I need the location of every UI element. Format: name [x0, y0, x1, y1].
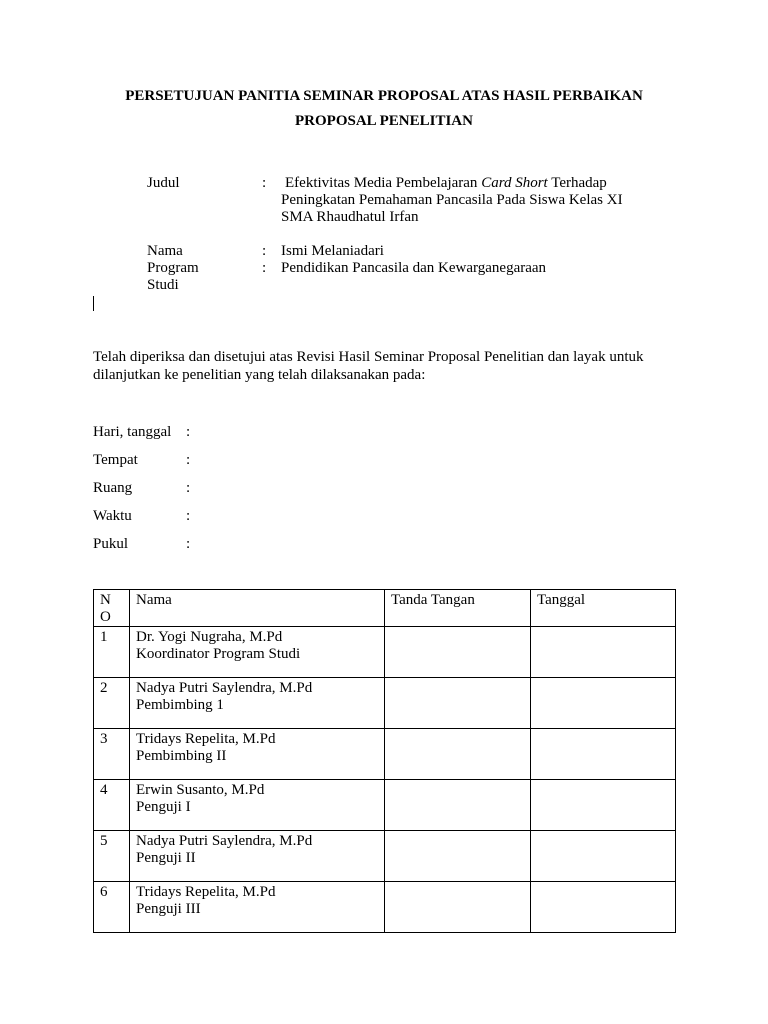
header-tanggal: Tanggal: [531, 590, 676, 627]
schedule-sep-hari: :: [186, 424, 191, 440]
member-name: Erwin Susanto, M.Pd: [136, 782, 265, 798]
header-no: NO: [94, 590, 130, 627]
schedule-sep-waktu: :: [186, 508, 191, 524]
date-cell: [531, 678, 676, 729]
table-row: [94, 627, 676, 678]
schedule-label-ruang: Ruang: [93, 480, 133, 496]
date-cell: [531, 729, 676, 780]
prodi-label-line-2: Studi: [147, 277, 179, 293]
table-row: [94, 678, 676, 729]
member-role: Koordinator Program Studi: [136, 646, 301, 662]
row-nama: [130, 882, 385, 933]
table-row: [94, 780, 676, 831]
row-no: 5: [94, 831, 130, 882]
judul-label: Judul: [147, 175, 180, 191]
nama-separator: :: [262, 243, 267, 259]
schedule-sep-ruang: :: [186, 480, 191, 496]
member-role: Penguji I: [136, 799, 191, 815]
row-no: 1: [94, 627, 130, 678]
judul-value-line-1: Efektivitas Media Pembelajaran Card Short Terhadap: [285, 175, 607, 191]
schedule-label-waktu: Waktu: [93, 508, 132, 524]
schedule-sep-tempat: :: [186, 452, 191, 468]
signature-cell: [385, 831, 531, 882]
table-row: [94, 831, 676, 882]
judul-separator: :: [262, 175, 267, 191]
document-title-line-2: PROPOSAL PENELITIAN: [295, 113, 473, 129]
member-name: Nadya Putri Saylendra, M.Pd: [136, 680, 313, 696]
signature-table: [93, 589, 676, 933]
row-no: 3: [94, 729, 130, 780]
prodi-label-line-1: Program: [147, 260, 199, 276]
judul-value-line-2: Peningkatan Pemahaman Pancasila Pada Siswa Kelas XI: [281, 192, 623, 208]
row-no: 6: [94, 882, 130, 933]
member-name: Tridays Repelita, M.Pd: [136, 731, 276, 747]
nama-value: Ismi Melaniadari: [281, 243, 384, 259]
member-role: Pembimbing 1: [136, 697, 224, 713]
date-cell: [531, 831, 676, 882]
row-nama: [130, 678, 385, 729]
member-role: Penguji II: [136, 850, 196, 866]
judul-italic-term: Card Short: [481, 175, 548, 191]
signature-cell: [385, 678, 531, 729]
row-no: 4: [94, 780, 130, 831]
member-role: Pembimbing II: [136, 748, 227, 764]
judul-value-line-3: SMA Rhaudhatul Irfan: [281, 209, 419, 225]
table-row: [94, 729, 676, 780]
header-nama: Nama: [130, 590, 385, 627]
prodi-separator: :: [262, 260, 267, 276]
schedule-label-hari: Hari, tanggal: [93, 424, 172, 440]
member-name: Dr. Yogi Nugraha, M.Pd: [136, 629, 283, 645]
signature-cell: [385, 882, 531, 933]
member-name: Nadya Putri Saylendra, M.Pd: [136, 833, 313, 849]
prodi-value: Pendidikan Pancasila dan Kewarganegaraan: [281, 260, 547, 276]
document-title-line-1: PERSETUJUAN PANITIA SEMINAR PROPOSAL ATAS HASIL PERBAIKAN: [125, 88, 643, 104]
row-no: 2: [94, 678, 130, 729]
member-role: Penguji III: [136, 901, 201, 917]
row-nama: [130, 729, 385, 780]
date-cell: [531, 780, 676, 831]
schedule-sep-pukul: :: [186, 536, 191, 552]
schedule-label-tempat: Tempat: [93, 452, 138, 468]
approval-paragraph: Telah diperiksa dan disetujui atas Revisi Hasil Seminar Proposal Penelitian dan layak untuk dilanjutkan ke penelitian yang telah dilaksanakan pada:: [93, 349, 644, 383]
row-nama: [130, 627, 385, 678]
table-header-row: [94, 590, 676, 627]
date-cell: [531, 627, 676, 678]
table-row: [94, 882, 676, 933]
signature-cell: [385, 627, 531, 678]
nama-label: Nama: [147, 243, 183, 259]
member-name: Tridays Repelita, M.Pd: [136, 884, 276, 900]
header-tanda-tangan: Tanda Tangan: [385, 590, 531, 627]
signature-cell: [385, 780, 531, 831]
date-cell: [531, 882, 676, 933]
signature-cell: [385, 729, 531, 780]
schedule-label-pukul: Pukul: [93, 536, 129, 552]
row-nama: [130, 780, 385, 831]
row-nama: [130, 831, 385, 882]
text-cursor: [93, 296, 94, 311]
